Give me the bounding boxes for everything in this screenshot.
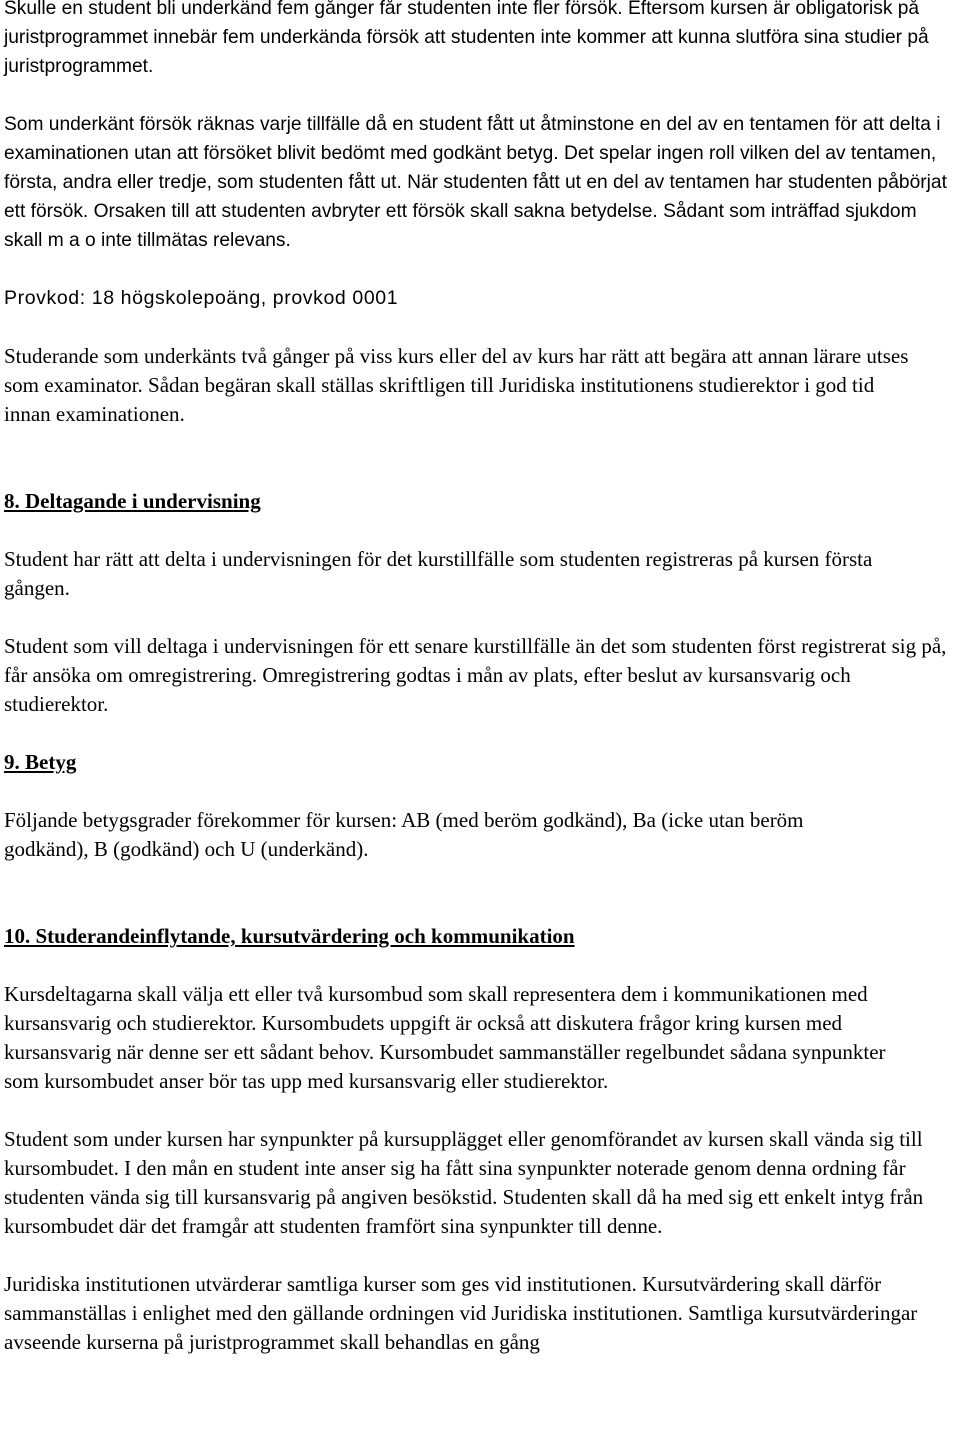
paragraph-failed-attempt-definition: Som underkänt försök räknas varje tillfälle då en student fått ut åtminstone en del av en tentamen för att delta i examinationen utan att försöket blivit bedömt med godkänt betyg. Det spelar ingen roll vilken del av tentamen, första, andra eller tredje, som studenten fått ut. När studenten fått ut en del av tentamen har studenten påbörjat ett försök. Orsaken till att studenten avbryter ett försök skall sakna betydelse. Sådant som inträffad sjukdom skall m a o inte tillmätas relevans. — [4, 114, 947, 251]
paragraph-grades: Följande betygsgrader förekommer för kursen: AB (med beröm godkänd), Ba (icke utan beröm godkänd), B (godkänd) och U (underkänd). — [4, 808, 804, 861]
section-heading-8-text: 8. Deltagande i undervisning — [4, 489, 261, 513]
section-heading-9 — [4, 748, 954, 777]
paragraph-student-feedback: Student som under kursen har synpunkter på kursupplägget eller genomförandet av kursen skall vända sig till kursombudet. I den mån en student inte anser sig ha fått sina synpunkter noterade genom denna ordning får studenten vända sig till kursansvarig på angiven besökstid. Studenten skall då ha med sig ett enkelt intyg från kursombudet där det framgår att studenten framfört sina synpunkter till denne. — [4, 1127, 924, 1238]
paragraph-re-registration: Student som vill deltaga i undervisningen för ett senare kurstillfälle än det som studenten först registrerat sig på, får ansöka om omregistrering. Omregistrering godtas i mån av plats, efter beslut av kursansvarig och studierektor. — [4, 634, 947, 716]
section-heading-9-text: 9. Betyg — [4, 750, 77, 774]
paragraph-course-evaluation: Juridiska institutionen utvärderar samtliga kurser som ges vid institutionen. Kursutvärdering skall därför sammanställas i enlighet med den gällande ordningen vid Juridiska institutionen. Samtliga kursutvärderingar avseende kurserna på juristprogrammet skall behandlas en gång — [4, 1272, 918, 1354]
paragraph-failed-attempts-limit: Skulle en student bli underkänd fem gånger får studenten inte fler försök. Eftersom kursen är obligatorisk på juristprogrammet innebär fem underkända försök att studenten inte kommer att kunna slutföra sina studier på juristprogrammet. — [4, 0, 929, 77]
course-code-line: Provkod: 18 högskolepoäng, provkod 0001 — [4, 287, 399, 309]
section-heading-10-text: 10. Studerandeinflytande, kursutvärdering och kommunikation — [4, 924, 575, 948]
document-page — [4, 0, 954, 1357]
paragraph-teaching-participation: Student har rätt att delta i undervisningen för det kurstillfälle som studenten registreras på kursen första gången. — [4, 547, 873, 600]
paragraph-new-examiner: Studerande som underkänts två gånger på viss kurs eller del av kurs har rätt att begära att annan lärare utses som examinator. Sådan begäran skall ställas skriftligen till Juridiska institutionens studierektor i god tid innan examinationen. — [4, 344, 909, 426]
paragraph-course-representatives: Kursdeltagarna skall välja ett eller två kursombud som skall representera dem i kommunikationen med kursansvarig och studierektor. Kursombudets uppgift är också att diskutera frågor kring kursen med kursansvarig när denne ser ett sådant behov. Kursombudet sammanställer regelbundet sådana synpunkter som kursombudet anser bör tas upp med kursansvarig eller studierektor. — [4, 982, 886, 1093]
section-heading-10 — [4, 922, 954, 951]
section-heading-8 — [4, 487, 954, 516]
